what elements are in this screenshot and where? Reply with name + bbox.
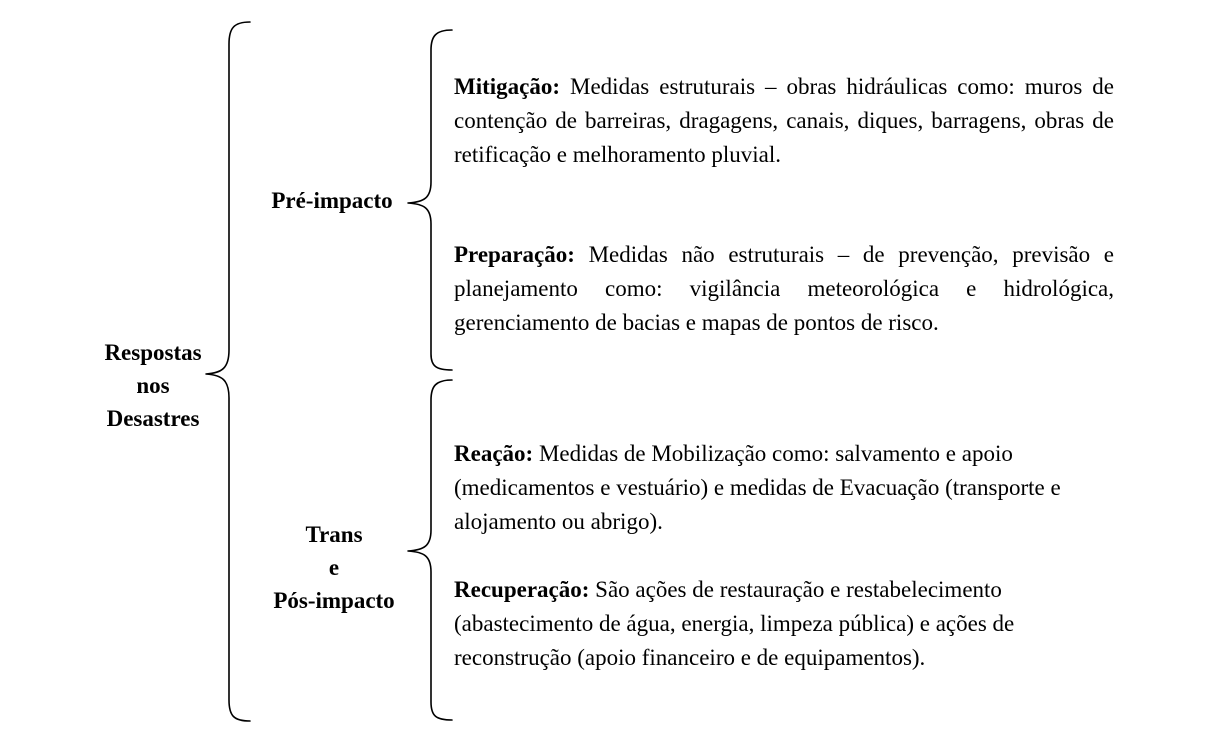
mitigation-title: Mitigação: — [454, 74, 561, 99]
root-label — [78, 336, 228, 435]
reaction-title: Reação: — [454, 441, 534, 466]
root-label-line: Respostas — [104, 340, 202, 365]
post-impact-label-line: e — [328, 555, 340, 580]
recovery-title: Recuperação: — [454, 577, 590, 602]
mitigation-block — [454, 70, 1114, 172]
root-label-line: nos — [136, 373, 170, 398]
reaction-text: Medidas de Mobilização como: salvamento e apoio (medicamentos e vestuário) e medidas de Evacuação (transporte e alojamento ou abrigo). — [454, 441, 1061, 534]
post-impact-label-line: Pós-impacto — [273, 588, 395, 613]
recovery-text: São ações de restauração e restabelecimento (abastecimento de água, energia, limpeza pública) e ações de reconstrução (apoio financeiro e de equipamentos). — [454, 577, 1015, 670]
pre-impact-label: Pré-impacto — [271, 188, 393, 213]
reaction-block — [454, 437, 1094, 539]
preparation-text: Medidas não estruturais – de prevenção, previsão e planejamento como: vigilância meteorológica e hidrológica, gerenciamento de bacias e mapas de pontos de risco. — [454, 242, 1114, 335]
recovery-block — [454, 573, 1134, 675]
preparation-block — [454, 238, 1114, 340]
post-impact-label — [252, 518, 416, 617]
mitigation-text: Medidas estruturais – obras hidráulicas como: muros de contenção de barreiras, dragagens, canais, diques, barragens, obras de retificação e melhoramento pluvial. — [454, 74, 1114, 167]
root-label-line: Desastres — [106, 406, 200, 431]
preparation-title: Preparação: — [454, 242, 575, 267]
post-impact-label-line: Trans — [305, 522, 363, 547]
